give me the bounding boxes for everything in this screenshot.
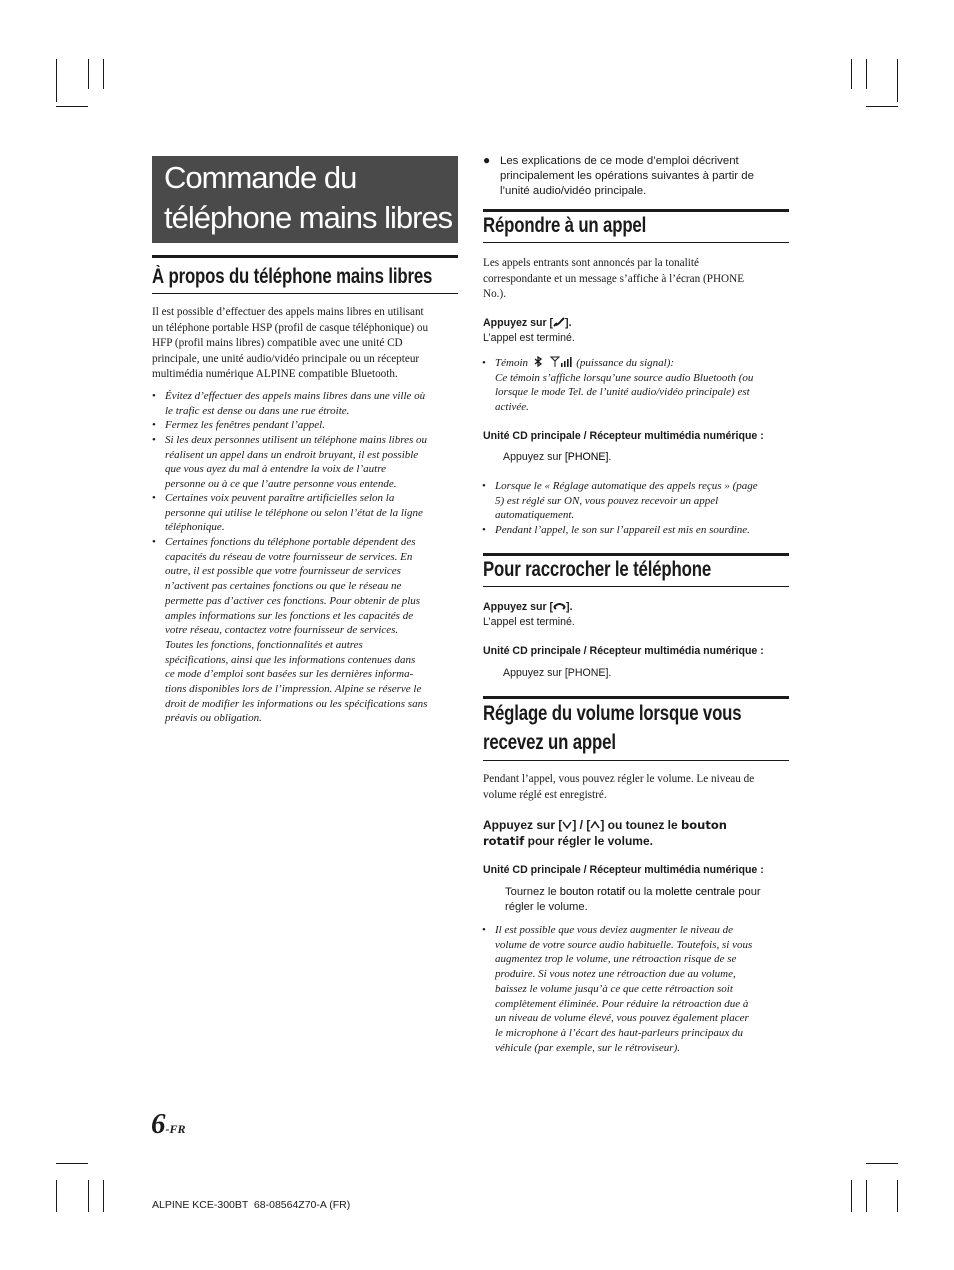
down-arrow-icon (562, 821, 572, 829)
crop-mark (88, 1180, 89, 1212)
crop-mark (103, 59, 104, 89)
crop-mark (866, 1180, 867, 1212)
answer-press: Appuyez sur [ ]. (483, 317, 572, 329)
answer-result: L’appel est terminé. (483, 332, 575, 344)
onhook-icon (553, 601, 566, 611)
chapter-title: Commande du téléphone mains libres (164, 160, 453, 235)
signal-strength-icon (550, 356, 574, 368)
answer-bullet: • Lorsque le « Réglage automatique des appels reçus » (page 5) est réglé sur ON, vous pouvez recevoir un appel automatiquement. (482, 480, 758, 522)
crop-mark (866, 59, 867, 89)
section-heading-volume: Réglage du volume lorsque vous recevez un appel (483, 702, 742, 754)
unit-instruction: Appuyez sur [PHONE]. (503, 667, 612, 679)
crop-mark (56, 59, 57, 102)
answer-intro: Les appels entrants sont annoncés par la tonalité correspondante et un message s’affiche à l’écran (PHONE No.). (483, 257, 745, 300)
hangup-press: Appuyez sur [ ]. (483, 601, 573, 613)
crop-mark (866, 1163, 898, 1164)
crop-mark (897, 1180, 898, 1212)
phone-key: [PHONE] (564, 451, 609, 463)
section-heading-answer: Répondre à un appel (483, 214, 647, 237)
answer-bullet: • Pendant l’appel, le son sur l’appareil est mis en sourdine. (482, 524, 750, 536)
hangup-result: L’appel est terminé. (483, 616, 575, 628)
note-bullet: ● (483, 153, 491, 167)
unit-label: Unité CD principale / Récepteur multimédia numérique : (483, 645, 764, 657)
about-bullet: • Si les deux personnes utilisent un téléphone mains libres ou réalisent un appel dans un endroit bruyant, il est possible que vous ayez du mal à entendre la voix de l’autre personne ou à ce que l’autre personne vous entende. (152, 434, 428, 491)
about-intro: Il est possible d’effectuer des appels mains libres en utilisant un téléphone portable HSP (profil de casque téléphonique) ou HFP (profil mains libres) compatible avec une unité CD principale, une unité audio/vidéo principale ou un récepteur multimédia numérique ALPINE compatible Bluetooth. (152, 306, 429, 380)
volume-press: Appuyez sur [ ] / [ ] ou tounez le bouton rotatif pour régler le volume. (483, 818, 727, 848)
page-number: 6-FR (151, 1108, 186, 1140)
crop-mark (103, 1180, 104, 1212)
unit-label: Unité CD principale / Récepteur multimédia numérique : (483, 864, 764, 876)
crop-mark (56, 1163, 88, 1164)
offhook-icon (553, 317, 565, 327)
chapter-title-box (152, 156, 458, 243)
section-heading-hangup: Pour raccrocher le téléphone (483, 558, 711, 581)
section-rule (152, 255, 458, 258)
crop-mark (866, 106, 898, 107)
up-arrow-icon (590, 821, 600, 829)
volume-bullet: • Il est possible que vous deviez augmenter le niveau de volume de votre source audio habituelle. Toutefois, si vous augmentez trop le volume, une rétroaction risque de se produire. Si vous notez une rétroaction due au volume, baissez le volume jusqu’à ce que cette rétroaction soit complètement éliminée. Pour réduire la rétroaction due à un niveau de volume élevé, vous pouvez également placer le microphone à l’écart des haut-parleurs principaux du véhicule (par exemple, sur le rétroviseur). (482, 924, 753, 1054)
section-rule (483, 760, 789, 761)
crop-mark (56, 1180, 57, 1212)
intro-note: ● Les explications de ce mode d’emploi décrivent principalement les opérations suivantes à partir de l’unité audio/vidéo principale. (483, 153, 754, 197)
unit-instruction: Appuyez sur [PHONE]. (503, 451, 612, 463)
section-rule (483, 242, 789, 243)
about-bullet: • Certaines voix peuvent paraître artificielles selon la personne qui utilise le téléphone ou selon l’état de la ligne téléphonique. (152, 492, 423, 534)
crop-mark (851, 1180, 852, 1212)
crop-mark (851, 59, 852, 89)
crop-mark (897, 59, 898, 102)
phone-key: [PHONE] (564, 667, 609, 679)
indicator-bullet: • Témoin (puissance du signal): Ce témoin s’affiche lorsqu’une source audio Bluetooth (ou lorsque le mode Tel. de l’unité audio/vidéo principale) est activée. (482, 357, 754, 414)
section-heading-about: À propos du téléphone mains libres (152, 265, 433, 288)
crop-mark (56, 106, 88, 107)
crop-mark (88, 59, 89, 89)
bluetooth-icon (534, 356, 543, 367)
unit-label: Unité CD principale / Récepteur multimédia numérique : (483, 430, 764, 442)
section-rule (483, 586, 789, 587)
footer-code: ALPINE KCE-300BT 68-08564Z70-A (FR) (152, 1199, 351, 1211)
about-bullet: • Évitez d’effectuer des appels mains libres dans une ville où le trafic est dense ou dans une rue étroite. (152, 390, 426, 417)
about-bullet: • Certaines fonctions du téléphone portable dépendent des capacités du réseau de votre fournisseur de services. En outre, il est possible que votre fournisseur de services n’activent pas certaines fonctions ou que le réseau ne permette pas d’activer ces fonctions. Pour obtenir de plus amples informations sur les fonctions et les capacités de votre réseau, contactez votre fournisseur de services. Toutes les fonctions, fonctionnalités et autres spécifications, ainsi que les informations contenues dans ce mode d’emploi sont basées sur les dernières informa- tions disponibles lors de l’impression. Alpine se réserve le droit de modifier les informations ou les spécifications sans préavis ou obligation. (152, 536, 428, 725)
about-bullet: • Fermez les fenêtres pendant l’appel. (152, 419, 325, 431)
volume-unit-instruction: Tournez le bouton rotatif ou la molette centrale pour régler le volume. (505, 886, 761, 913)
volume-intro: Pendant l’appel, vous pouvez régler le volume. Le niveau de volume réglé est enregistré. (483, 773, 755, 801)
section-rule (152, 293, 458, 294)
